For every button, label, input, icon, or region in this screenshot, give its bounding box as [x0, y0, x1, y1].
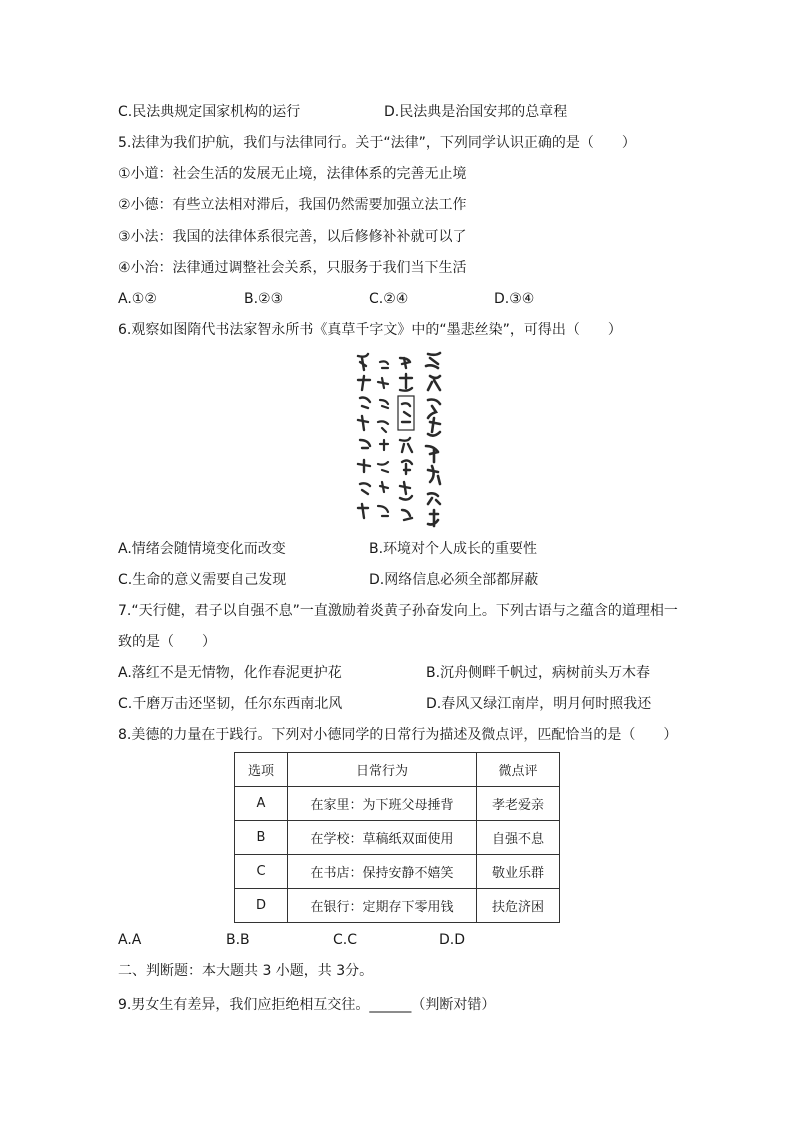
q7-option-c: C.千磨万击还坚韧，任尔东西南北风 — [118, 696, 343, 712]
table-cell: 孝老爱亲 — [477, 787, 560, 821]
q7-option-a: A.落红不是无情物，化作春泥更护花 — [118, 665, 342, 681]
q6-option-d: D.网络信息必须全部都屏蔽 — [369, 572, 539, 588]
table-cell: 在家里：为下班父母捶背 — [288, 787, 477, 821]
table-header-row — [235, 753, 560, 787]
q8-option-b: B.B — [226, 932, 250, 948]
q7-option-b: B.沉舟侧畔千帆过，病树前头万木春 — [426, 665, 651, 681]
table-header: 选项 — [235, 753, 288, 787]
q8-option-c: C.C — [333, 932, 358, 948]
q5-stem: 5.法律为我们护航，我们与法律同行。关于“法律”，下列同学认识正确的是（ ） — [118, 135, 636, 151]
q5-statement-2: ②小德：有些立法相对滞后，我国仍然需要加强立法工作 — [118, 197, 467, 213]
table-cell: 在书店：保持安静不嬉笑 — [288, 855, 477, 889]
q7-stem-line1: 7.“天行健，君子以自强不息”一直激励着炎黄子孙奋发向上。下列古语与之蕴含的道理相一 — [118, 603, 678, 619]
q6-stem: 6.观察如图隋代书法家智永所书《真草千字文》中的“墨悲丝染”，可得出（ ） — [118, 322, 622, 338]
table-cell: 扶危济困 — [477, 889, 560, 923]
table-header: 日常行为 — [288, 753, 477, 787]
q5-option-d: D.③④ — [494, 291, 535, 307]
q5-statement-4: ④小治：法律通过调整社会关系，只服务于我们当下生活 — [118, 260, 467, 276]
q5-option-a: A.①② — [118, 291, 157, 307]
table-cell: D — [235, 889, 288, 923]
q9-stem: 9.男女生有差异，我们应拒绝相互交往。______（判断对错） — [118, 997, 496, 1013]
table-row — [235, 889, 560, 923]
q5-statement-1: ①小道：社会生活的发展无止境，法律体系的完善无止境 — [118, 166, 467, 182]
q8-table — [234, 752, 560, 923]
table-row — [235, 855, 560, 889]
table-header: 微点评 — [477, 753, 560, 787]
table-cell: 在学校：草稿纸双面使用 — [288, 821, 477, 855]
q6-option-c: C.生命的意义需要自己发现 — [118, 572, 287, 588]
q5-option-c: C.②④ — [369, 291, 409, 307]
table-cell: C — [235, 855, 288, 889]
q4-option-d: D.民法典是治国安邦的总章程 — [384, 104, 568, 120]
table-cell: 敬业乐群 — [477, 855, 560, 889]
table-row — [235, 821, 560, 855]
q7-option-d: D.春风又绿江南岸，明月何时照我还 — [426, 696, 652, 712]
section-heading: 二、判断题：本大题共 3 小题，共 3分。 — [118, 963, 374, 979]
q4-option-c: C.民法典规定国家机构的运行 — [118, 104, 301, 120]
q5-option-b: B.②③ — [244, 291, 284, 307]
q8-option-d: D.D — [439, 932, 466, 948]
q7-stem-line2: 致的是（ ） — [118, 634, 216, 650]
calligraphy-image — [354, 348, 450, 532]
table-cell: 自强不息 — [477, 821, 560, 855]
table-row — [235, 787, 560, 821]
q8-stem: 8.美德的力量在于践行。下列对小德同学的日常行为描述及微点评，匹配恰当的是（ ） — [118, 727, 678, 743]
table-cell: A — [235, 787, 288, 821]
q8-option-a: A.A — [118, 932, 142, 948]
q6-option-a: A.情绪会随情境变化而改变 — [118, 541, 286, 557]
table-cell: B — [235, 821, 288, 855]
q6-option-b: B.环境对个人成长的重要性 — [369, 541, 538, 557]
table-cell: 在银行：定期存下零用钱 — [288, 889, 477, 923]
q5-statement-3: ③小法：我国的法律体系很完善，以后修修补补就可以了 — [118, 229, 467, 245]
